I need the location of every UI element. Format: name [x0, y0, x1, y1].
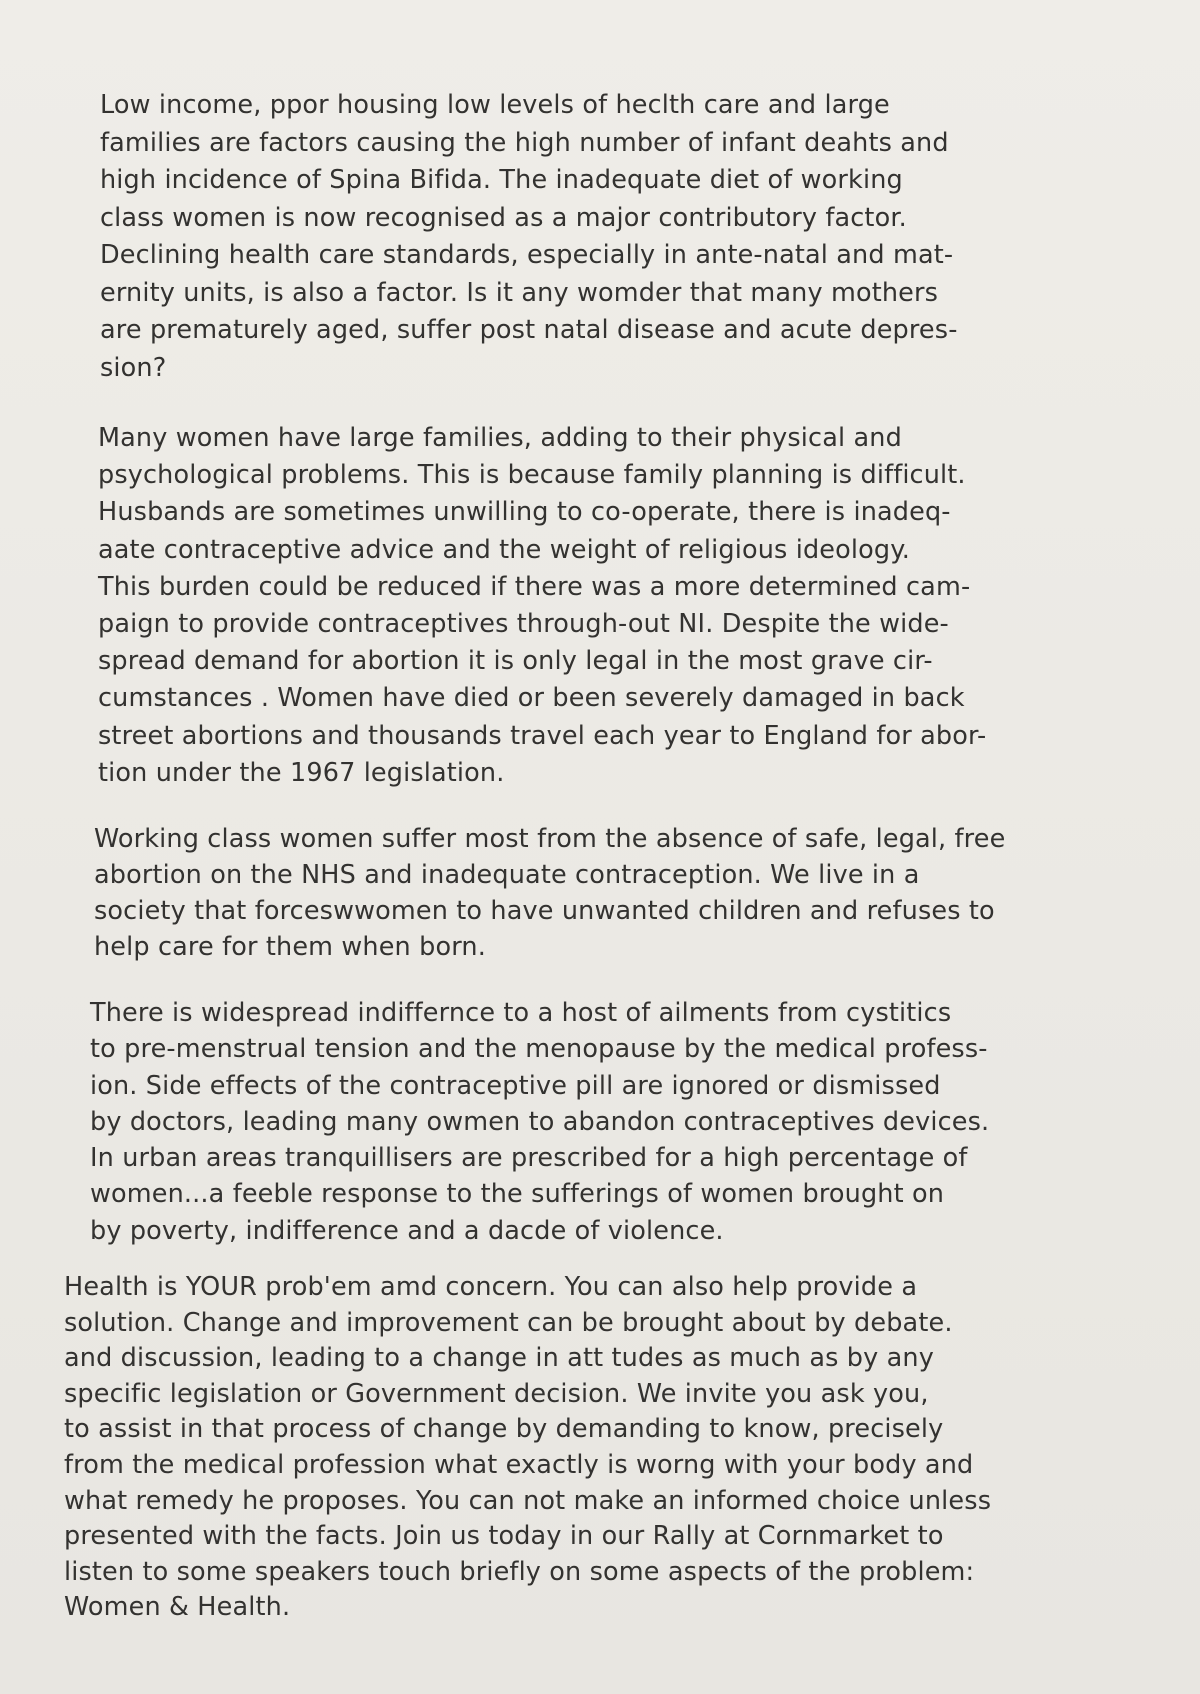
paragraph-call-to-action [64, 1270, 991, 1626]
text-line: In urban areas tranquillisers are prescribed for a high percentage of [90, 1143, 968, 1174]
text-line: to pre-menstrual tension and the menopause by the medical profess- [90, 1034, 988, 1065]
text-line: by poverty, indifference and a dacde of violence. [90, 1215, 724, 1246]
text-line: Health is YOUR prob'em amd concern. You can also help provide a [64, 1272, 918, 1302]
text-line: and discussion, leading to a change in att tudes as much as by any [64, 1343, 934, 1374]
text-line: Working class women suffer most from the absence of safe, legal, free [94, 824, 1006, 854]
text-line: tion under the 1967 legislation. [98, 757, 505, 788]
text-line: help care for them when born. [94, 932, 486, 962]
text-line: high incidence of Spina Bifida. The inadequate diet of working [100, 165, 903, 195]
text-line: abortion on the NHS and inadequate contraception. We live in a [94, 860, 920, 890]
text-line: cumstances . Women have died or been severely damaged in back [98, 683, 965, 714]
text-line: This burden could be reduced if there was a more determined cam- [98, 571, 971, 602]
text-line: are prematurely aged, suffer post natal disease and acute depres- [100, 315, 958, 345]
text-line: psychological problems. This is because family planning is difficult. [98, 460, 966, 491]
text-line: spread demand for abortion it is only legal in the most grave cir- [98, 646, 933, 677]
text-line: street abortions and thousands travel each year to England for abor- [98, 720, 987, 751]
paragraph-infant-health [100, 87, 958, 387]
paragraph-family-planning [98, 420, 986, 792]
text-line: by doctors, leading many owmen to abandon contraceptives devices. [90, 1106, 990, 1137]
text-line: specific legislation or Government decision. We invite you ask you, [64, 1378, 929, 1409]
text-line: Low income, ppor housing low levels of heclth care and large [100, 90, 890, 120]
paragraph-working-class-women [94, 821, 1005, 965]
text-line: class women is now recognised as a major contributory factor. [100, 202, 907, 233]
text-line: There is widespread indiffernce to a host of ailments from cystitics [90, 998, 952, 1028]
text-line: what remedy he proposes. You can not make an informed choice unless [64, 1485, 992, 1516]
paragraph-medical-indifference [90, 995, 989, 1249]
text-line: presented with the facts. Join us today in our Rally at Cornmarket to [64, 1521, 944, 1552]
text-line: families are factors causing the high number of infant deahts and [100, 127, 949, 158]
text-line: listen to some speakers touch briefly on some aspects of the problem: [64, 1556, 975, 1587]
text-line: Declining health care standards, especially in ante-natal and mat- [100, 240, 954, 270]
text-line: ernity units, is also a factor. Is it any womder that many mothers [100, 277, 939, 308]
text-line: paign to provide contraceptives through-out NI. Despite the wide- [98, 608, 949, 639]
text-line: aate contraceptive advice and the weight of religious ideology. [98, 534, 911, 565]
text-line: to assist in that process of change by demanding to know, precisely [64, 1414, 944, 1445]
text-line: Many women have large families, adding to their physical and [98, 423, 902, 453]
text-line: solution. Change and improvement can be brought about by debate. [64, 1307, 953, 1338]
text-line: women...a feeble response to the sufferings of women brought on [90, 1179, 945, 1210]
text-line: society that forceswwomen to have unwanted children and refuses to [94, 896, 995, 926]
text-line: sion? [100, 352, 167, 383]
text-line: ion. Side effects of the contraceptive pill are ignored or dismissed [90, 1070, 941, 1101]
text-line: Husbands are sometimes unwilling to co-operate, there is inadeq- [98, 497, 951, 528]
text-line: from the medical profession what exactly is worng with your body and [64, 1449, 974, 1480]
text-line: Women & Health. [64, 1592, 291, 1623]
